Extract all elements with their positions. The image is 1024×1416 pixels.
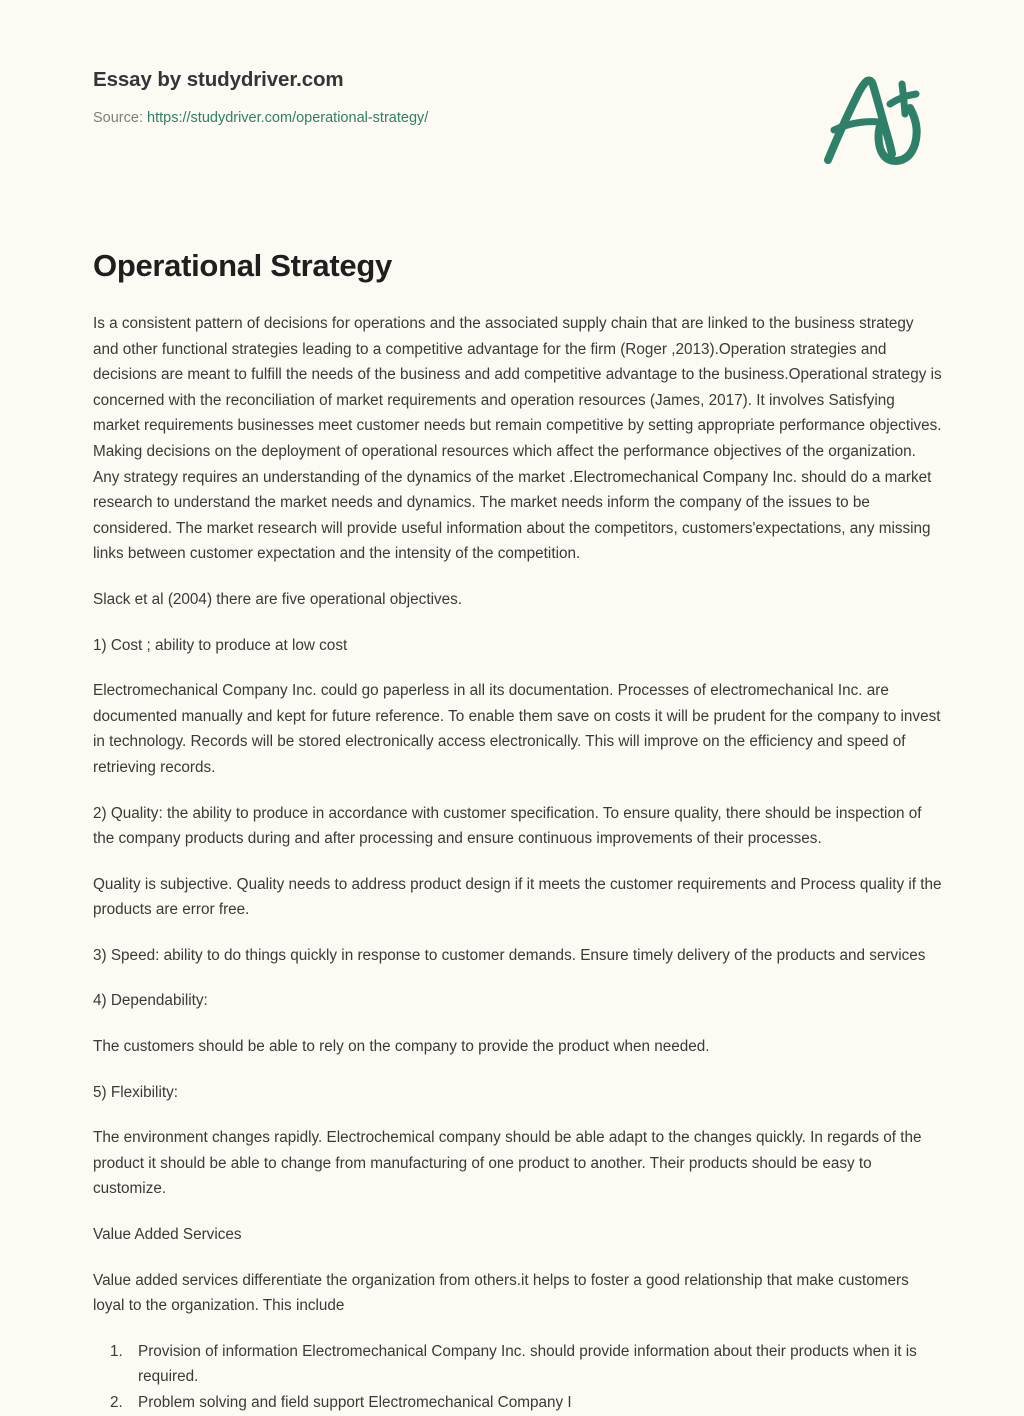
heading-value-added-services: Value Added Services (93, 1226, 242, 1244)
paragraph-value-added-intro: Value added services differentiate the organization from others.it helps to foster a good relationship that make customers loyal to the organization. This include (93, 1271, 909, 1315)
list-item: Provision of information Electromechanical Company Inc. should provide information about their products when it is required. (138, 1342, 917, 1386)
article-body (93, 311, 943, 1416)
source-line (93, 108, 793, 128)
page-masthead (93, 66, 793, 128)
list-item: Problem solving and field support Electromechanical Company I (138, 1394, 572, 1411)
objective-1-cost: 1) Cost ; ability to produce at low cost (93, 636, 348, 654)
objective-3-speed: 3) Speed: ability to do things quickly in response to customer demands. Ensure timely delivery of the products and services (93, 946, 926, 964)
paragraph-dependability-detail: The customers should be able to rely on the company to provide the product when needed. (93, 1038, 710, 1056)
source-url-link[interactable]: https://studydriver.com/operational-strategy/ (147, 110, 429, 126)
paragraph-cost-detail: Electromechanical Company Inc. could go paperless in all its documentation. Processes of electromechanical Inc. are documented manually and kept for future reference. To enable them save on costs it will be prudent for the company to invest in technology. Records will be stored electronically access electronically. This will improve on the efficiency and speed of retrieving records. (93, 682, 941, 776)
paragraph-slack-reference: Slack et al (2004) there are five operational objectives. (93, 590, 463, 608)
brand-title: Essay by studydriver.com (93, 68, 344, 91)
paragraph-quality-detail: Quality is subjective. Quality needs to address product design if it meets the customer requirements and Process quality if the products are error free. (93, 875, 942, 919)
a-plus-logo (812, 68, 938, 170)
objective-5-flexibility: 5) Flexibility: (93, 1083, 178, 1101)
source-label: Source: (93, 110, 143, 126)
page-title: Operational Strategy (93, 248, 392, 283)
paragraph-intro: Is a consistent pattern of decisions for operations and the associated supply chain that are linked to the business strategy and other functional strategies leading to a competitive advantage for the firm (Roger ,2013).Operation strategies and decisions are meant to fulfill the needs of the business and add competitive advantage to the business.Operational strategy is concerned with the reconciliation of market requirements and operation resources (James, 2017). It involves Satisfying market requirements businesses meet customer needs but remain competitive by setting appropriate performance objectives. Making decisions on the deployment of operational resources which affect the performance objectives of the organization. Any strategy requires an understanding of the dynamics of the market .Electromechanical Company Inc. should do a market research to understand the market needs and dynamics. The market needs inform the company of the issues to be considered. The market research will provide useful information about the competitors, customers'expectations, any missing links between customer expectation and the intensity of the competition. (93, 315, 942, 563)
paragraph-flexibility-detail: The environment changes rapidly. Electrochemical company should be able adapt to the changes quickly. In regards of the product it should be able to change from manufacturing of one product to another. Their products should be easy to customize. (93, 1129, 922, 1198)
objective-4-dependability: 4) Dependability: (93, 992, 208, 1010)
objective-2-quality: 2) Quality: the ability to produce in accordance with customer specification. To ensure quality, there should be inspection of the company products during and after processing and ensure continuous improvements of their processes. (93, 804, 922, 848)
value-added-services-list (93, 1339, 943, 1416)
